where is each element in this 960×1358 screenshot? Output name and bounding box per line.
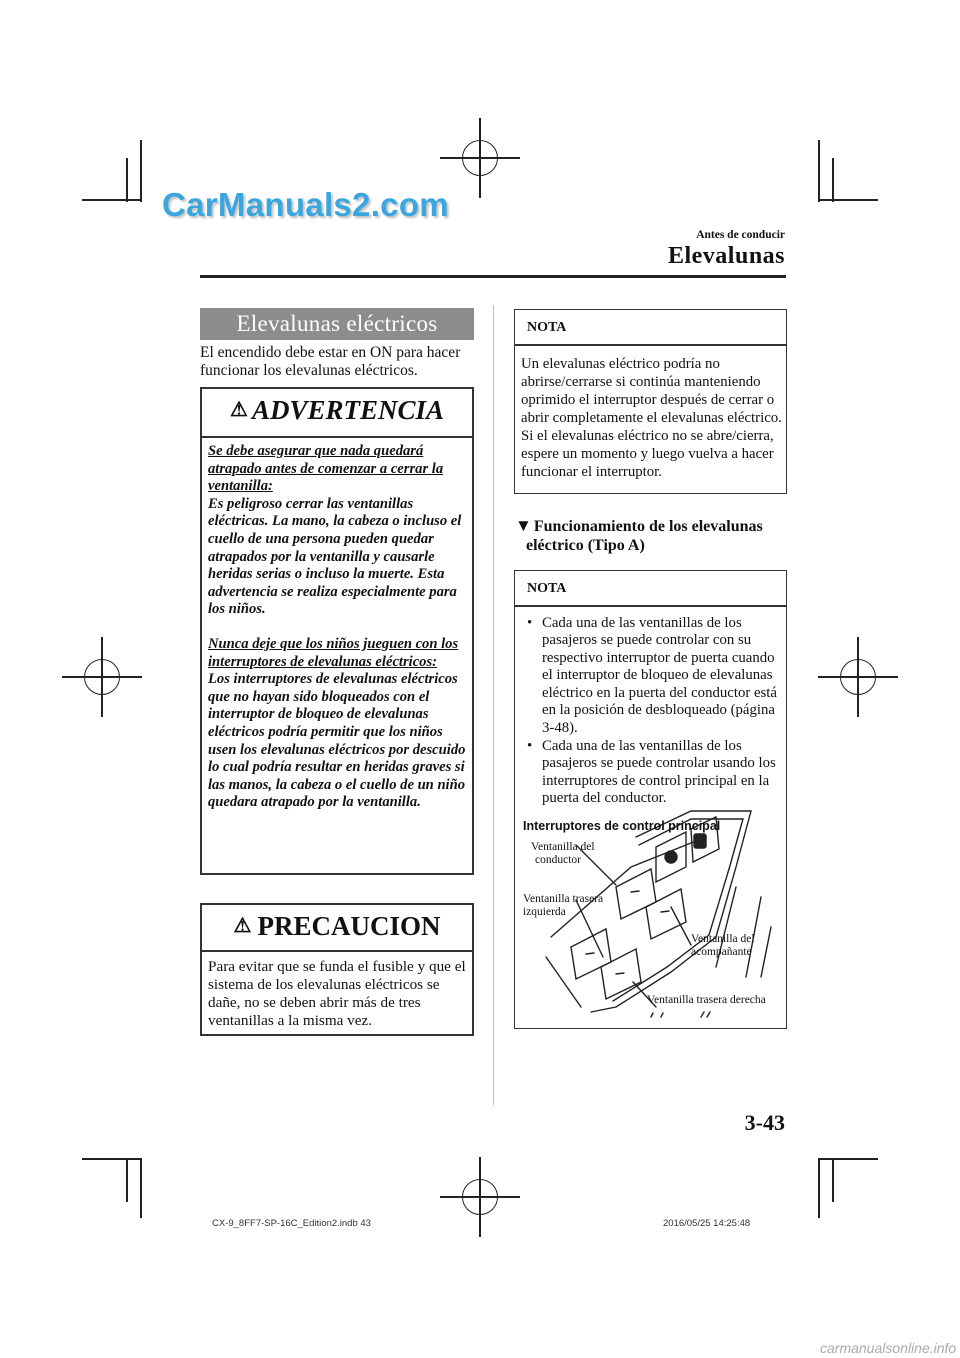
crop-mark <box>818 1158 820 1218</box>
registration-target <box>62 637 142 717</box>
caution-box <box>200 903 474 1036</box>
crop-mark <box>126 158 128 202</box>
list-item: • Cada una de las ventanillas de los pasajeros se puede controlar con su respectivo interruptor de puerta cuando el interruptor de bloqueo de elevalunas eléctrico en la puerta del conductor está en la posición de desbloqueado (página 3-48). <box>527 614 777 737</box>
page-number: 3-43 <box>744 1110 785 1135</box>
label-rear-left-window: Ventanilla trasera izquierda <box>523 893 604 918</box>
note-bullets <box>515 607 786 809</box>
intro-text: El encendido debe estar en ON para hacer funcionar los elevalunas eléctricos. <box>200 344 461 379</box>
crop-mark <box>832 1158 834 1202</box>
caution-title: ⚠ PRECAUCION <box>233 911 441 941</box>
warning-body <box>208 443 470 829</box>
note-title: NOTA <box>527 320 567 335</box>
footer-site[interactable]: carmanualsonline.info <box>820 1340 957 1356</box>
column-divider <box>493 305 494 1105</box>
list-item: • Cada una de las ventanillas de los pasajeros se puede controlar usando los interruptores de control principal en la puerta del conductor. <box>527 737 776 807</box>
caution-body: Para evitar que se funda el fusible y que el sistema de los elevalunas eléctricos se dañe, no se deben abrir más de tres ventanillas a la misma vez. <box>208 958 466 1029</box>
warning-text-2: Los interruptores de elevalunas eléctricos que no hayan sido bloqueados con el interruptor de bloqueo de elevalunas eléctricos podría permitir que los niños usen los elevalunas eléctricos por descuido lo cual podría resultar en heridas graves si las manos, la cabeza o el cuello de un niño quedara atrapado por la ventanilla. <box>208 671 466 811</box>
note-body: Un elevalunas eléctrico podría no abrirse/cerrarse si continúa manteniendo oprimido el interruptor después de cerrar o abrir completamente el elevalunas eléctrico. Si el elevalunas eléctrico no se abre/cierra, espere un momento y luego vuelva a hacer funcionar el interruptor. <box>521 355 782 480</box>
header-rule <box>200 275 786 278</box>
note-box <box>514 570 787 1029</box>
crop-mark <box>818 140 820 202</box>
triangle-down-icon: ▼ <box>515 516 532 535</box>
warning-lead-1: Se debe asegurar que nada quedará atrapado antes de comenzar a cerrar la ventanilla: <box>208 443 444 495</box>
warning-text-1: Es peligroso cerrar las ventanillas eléctricas. La mano, la cabeza o incluso el cuello de una persona pueden quedar atrapados por la ventanilla y causarle heridas serias o incluso la muerte. Esta advertencia se realiza especialmente para los niños. <box>208 495 462 618</box>
label-rear-right-window: Ventanilla trasera derecha <box>647 994 766 1006</box>
crop-mark <box>126 1158 128 1202</box>
section-title: Elevalunas eléctricos <box>200 308 474 340</box>
note-title: NOTA <box>527 581 567 596</box>
note-box <box>514 309 787 494</box>
warning-box <box>200 387 474 875</box>
footer-file: CX-9_8FF7-SP-16C_Edition2.indb 43 <box>212 1218 371 1229</box>
crop-mark <box>818 1158 878 1160</box>
header-title: Elevalunas <box>667 243 785 269</box>
crop-mark <box>82 1158 140 1160</box>
label-front-passenger-window: Ventanilla del acompañante <box>691 933 755 958</box>
warning-lead-2: Nunca deje que los niños jueguen con los interruptores de elevalunas eléctricos: <box>208 635 459 670</box>
crop-mark <box>82 199 140 201</box>
switch-diagram <box>521 807 785 1021</box>
crop-mark <box>818 199 878 201</box>
registration-target <box>440 1157 520 1237</box>
crop-mark <box>140 1158 142 1218</box>
footer-timestamp: 2016/05/25 14:25:48 <box>663 1218 751 1229</box>
warning-title: ⚠ ADVERTENCIA <box>230 395 444 425</box>
warning-triangle-icon: ⚠ <box>233 915 252 937</box>
warning-triangle-icon: ⚠ <box>230 399 248 421</box>
registration-target <box>440 118 520 198</box>
header-section: Antes de conducir <box>696 229 785 241</box>
crop-mark <box>832 158 834 202</box>
label-driver-window: Ventanilla del conductor <box>531 841 595 866</box>
diagram-title: Interruptores de control principal <box>523 819 721 833</box>
watermark-logo[interactable]: CarManuals2.com <box>162 186 449 223</box>
registration-target <box>818 637 898 717</box>
crop-mark <box>140 140 142 202</box>
subheading: ▼ Funcionamiento de los elevalunas eléctrico (Tipo A) <box>515 516 763 554</box>
